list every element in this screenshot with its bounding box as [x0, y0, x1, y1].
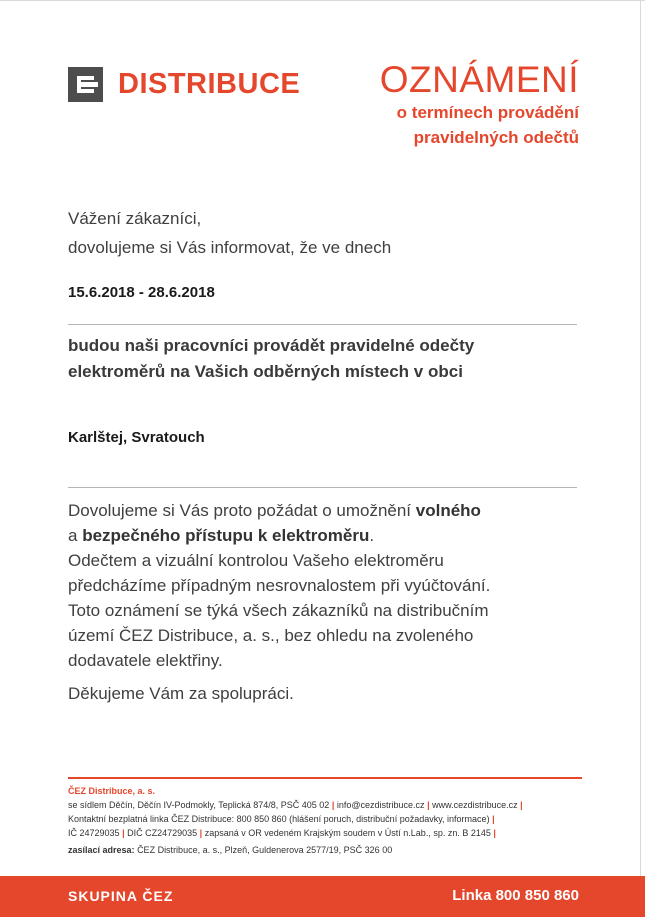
request-line1: Dovolujeme si Vás proto požádat o umožnění volného — [68, 501, 481, 520]
access-request — [68, 498, 583, 673]
notice-heading — [380, 60, 579, 150]
page-border-top — [0, 0, 645, 1]
greeting-line1: Vážení zákazníci, — [68, 209, 202, 228]
activity-line1: budou naši pracovníci provádět pravidelné odečty — [68, 336, 475, 355]
greeting-line2: dovolujeme si Vás informovat, že ve dnech — [68, 238, 392, 257]
notice-subtitle-line2: pravidelných odečtů — [413, 128, 579, 147]
request-bold-safe-access: bezpečného přístupu k elektroměru — [82, 526, 370, 545]
notice-subtitle-line1: o termínech provádění — [396, 103, 579, 122]
cez-logo — [68, 67, 300, 102]
page-border-right — [640, 0, 641, 876]
footer-mail-label: zasílací adresa: — [68, 845, 135, 855]
divider-top — [68, 324, 577, 325]
footer-company-info — [68, 784, 598, 857]
request-line3: Odečtem a vizuální kontrolou Vašeho elektroměru — [68, 551, 444, 570]
municipalities: Karlštej, Svratouch — [68, 429, 205, 446]
footer-company-name: ČEZ Distribuce, a. s. — [68, 786, 156, 796]
footer-line-registration: IČ 24729035 | DIČ CZ24729035 | zapsaná v OR vedeném Krajským soudem v Ústí n.Lab., sp. zn. B 2145 | — [68, 828, 496, 838]
hotline-number: Linka 800 850 860 — [452, 887, 579, 904]
activity-statement — [68, 333, 588, 385]
request-line7: dodavatele elektřiny. — [68, 651, 223, 670]
thanks: Děkujeme Vám za spolupráci. — [68, 684, 294, 703]
request-line6: území ČEZ Distribuce, a. s., bez ohledu na zvoleného — [68, 626, 474, 645]
date-range: 15.6.2018 - 28.6.2018 — [68, 284, 215, 301]
greeting — [68, 204, 391, 262]
notice-title: OZNÁMENÍ — [379, 59, 579, 100]
footer-web: www.cezdistribuce.cz — [432, 800, 518, 810]
footer-divider — [68, 777, 582, 779]
request-bold-free: volného — [415, 501, 481, 520]
cez-logo-icon — [68, 67, 103, 102]
request-line2: a bezpečného přístupu k elektroměru. — [68, 526, 375, 545]
footer-line-hotline: Kontaktní bezplatná linka ČEZ Distribuce: 800 850 860 (hlášení poruch, distribuční požadavky, informace) | — [68, 814, 495, 824]
group-name: SKUPINA ČEZ — [68, 888, 174, 904]
activity-line2: elektroměrů na Vašich odběrných místech v obci — [68, 362, 463, 381]
divider-bottom — [68, 487, 577, 488]
bottom-bar — [0, 876, 645, 917]
footer-line-mailing: zasílací adresa: ČEZ Distribuce, a. s., Plzeň, Guldenerova 2577/19, PSČ 326 00 — [68, 845, 393, 855]
footer-email: info@cezdistribuce.cz — [336, 800, 425, 810]
request-line4: předcházíme případným nesrovnalostem při vyúčtování. — [68, 576, 491, 595]
footer-line-address: se sídlem Děčín, Děčín IV-Podmokly, Teplická 874/8, PSČ 405 02 | info@cezdistribuce.cz | www.cezdistribuce.cz | — [68, 800, 523, 810]
logo-text: DISTRIBUCE — [118, 68, 301, 100]
request-line5: Toto oznámení se týká všech zákazníků na distribučním — [68, 601, 489, 620]
